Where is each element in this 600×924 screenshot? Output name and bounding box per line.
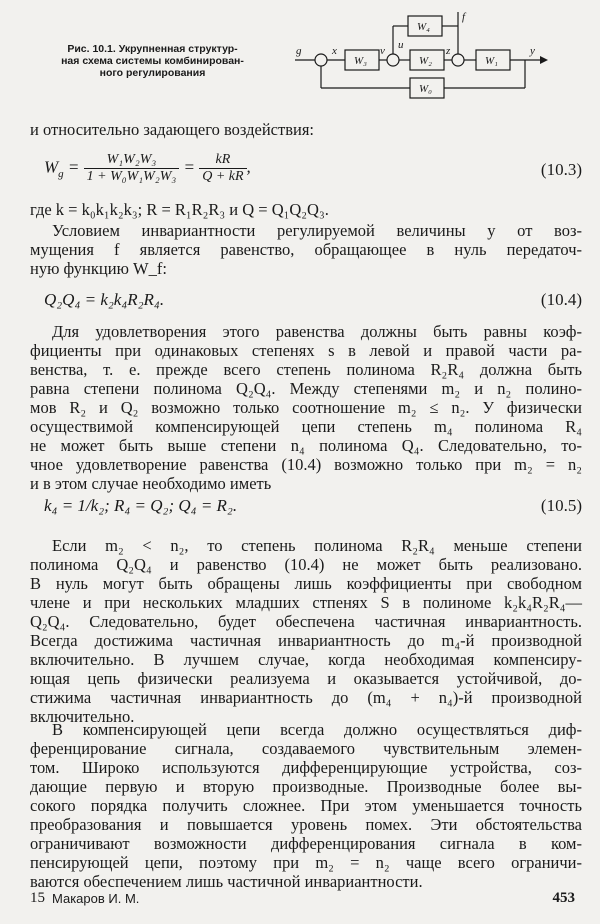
paragraph-4: В компенсирующей цепи всегда должно осуществляться диф- ференцирование сигнала, создаваемого чувствительным элемен- том. Широко используются дифференцирующие устройства, соз- дающие первую и вторую производные. Производные более вы- сокого порядка получить сложнее. При этом уменьшается точность преобразования и повышается уровень помех. Эти обстоятельства ограничивают возможности дифференцирования сигнала в ком- пенсирующей цепи, поэтому при m₂ = n₂ чаще всего ограничи- ваются обеспечением лишь частичной инвариантности. bbox=[30, 720, 582, 891]
equation-number: (10.5) bbox=[540, 496, 582, 515]
signature-number: 15 bbox=[30, 890, 45, 906]
paragraph-1: Условием инвариантности регулируемой величины y от воз- мущения f является равенство, обращающее в нуль передаточ- ную функцию W_f: bbox=[30, 221, 582, 278]
fraction: $\frac{kR}{Q + kR}$ bbox=[199, 152, 246, 185]
caption-line: ная схема системы комбинирован- bbox=[61, 55, 244, 67]
block-w1-label: W₁ bbox=[485, 55, 498, 67]
caption-line: ного регулирования bbox=[99, 67, 206, 79]
label-g: g bbox=[296, 45, 302, 57]
equation-10-5: k₄ = 1/k₂; R₄ = Q₂; Q₄ = R₂. (10.5) bbox=[44, 496, 582, 515]
page-number: 453 bbox=[552, 890, 575, 906]
label-u: u bbox=[398, 39, 404, 51]
equation-10-4: Q₂Q₄ = k₂k₄R₂R₄. (10.4) bbox=[44, 290, 582, 309]
page-footer bbox=[30, 890, 575, 907]
block-w2-label: W₂ bbox=[419, 55, 432, 67]
block-w0-label: W₀ bbox=[419, 83, 432, 95]
label-z: z bbox=[446, 45, 451, 57]
equation-number: (10.4) bbox=[540, 290, 582, 309]
block-w4-label: W₄ bbox=[417, 21, 430, 33]
author-name: Макаров И. М. bbox=[52, 891, 140, 906]
caption-line: Рис. 10.1. Укрупненная структур- bbox=[67, 43, 238, 55]
paragraph-2: Для удовлетворения этого равенства должны быть равны коэф- фициенты при одинаковых степенях s в левой и правой части ра- венства, т. е. прежде всего степень полинома R₂R₄ должна быть равна степени полинома Q₂Q₄. Между степенями m₂ и n₂ полино- мов R₂ и Q₂ возможно только соотношение m₂ ≤ n₂. У физически осуществимой компенсирующей цепи степень m₄ полинома R₄ не может быть выше степени n₄ полинома Q₄. Следовательно, то- чное удовлетворение равенства (10.4) возможно только при m₂ = n₂ и в этом случае необходимо иметь bbox=[30, 322, 582, 493]
summing-junction-1 bbox=[315, 54, 327, 66]
block-diagram bbox=[290, 8, 570, 104]
equation-10-3: $W_g$ = $\frac{\text{W₁W₂W₃}}{\text{1 + W₀W₁W₂W₃}}$ = $\frac{kR}{Q + kR}$ , (10.3) bbox=[44, 152, 582, 184]
label-v: v bbox=[380, 45, 385, 57]
fraction: $\frac{\text{W₁W₂W₃}}{\text{1 + W₀W₁W₂W₃}}$ bbox=[84, 152, 180, 185]
intro-line: и относительно задающего воздействия: bbox=[30, 120, 315, 139]
summing-junction-3 bbox=[452, 54, 464, 66]
label-f: f bbox=[462, 11, 466, 23]
figure-caption bbox=[30, 43, 275, 79]
block-w3-label: W₃ bbox=[354, 55, 367, 67]
label-x: x bbox=[332, 45, 337, 57]
where-line: где k = k₀k₁k₂k₃; R = R₁R₂R₃ и Q = Q₁Q₂Q₃. bbox=[30, 200, 329, 219]
arrowhead-icon bbox=[540, 56, 548, 64]
paragraph-3: Если m₂ < n₂, то степень полинома R₂R₄ меньше степени полинома Q₂Q₄ и равенство (10.4) не может быть реализовано. В нуль могут быть обращены лишь коэффициенты при свободном члене и при нескольких младших стпенях S в полиноме k₂k₄R₂R₄— Q₂Q₄. Следовательно, будет обеспечена частичная инвариантность. Всегда достижима частичная инвариантность до m₄-й производной включительно. В лучшем случае, когда необходимая компенсиру- ющая цепь физически реализуема и оказывается устойчивой, до- стижима частичная инвариантность до (m₄ + n₄)-й производной включительно. bbox=[30, 536, 582, 726]
label-y: y bbox=[530, 45, 535, 57]
equation-number: (10.3) bbox=[540, 160, 582, 179]
summing-junction-2 bbox=[387, 54, 399, 66]
